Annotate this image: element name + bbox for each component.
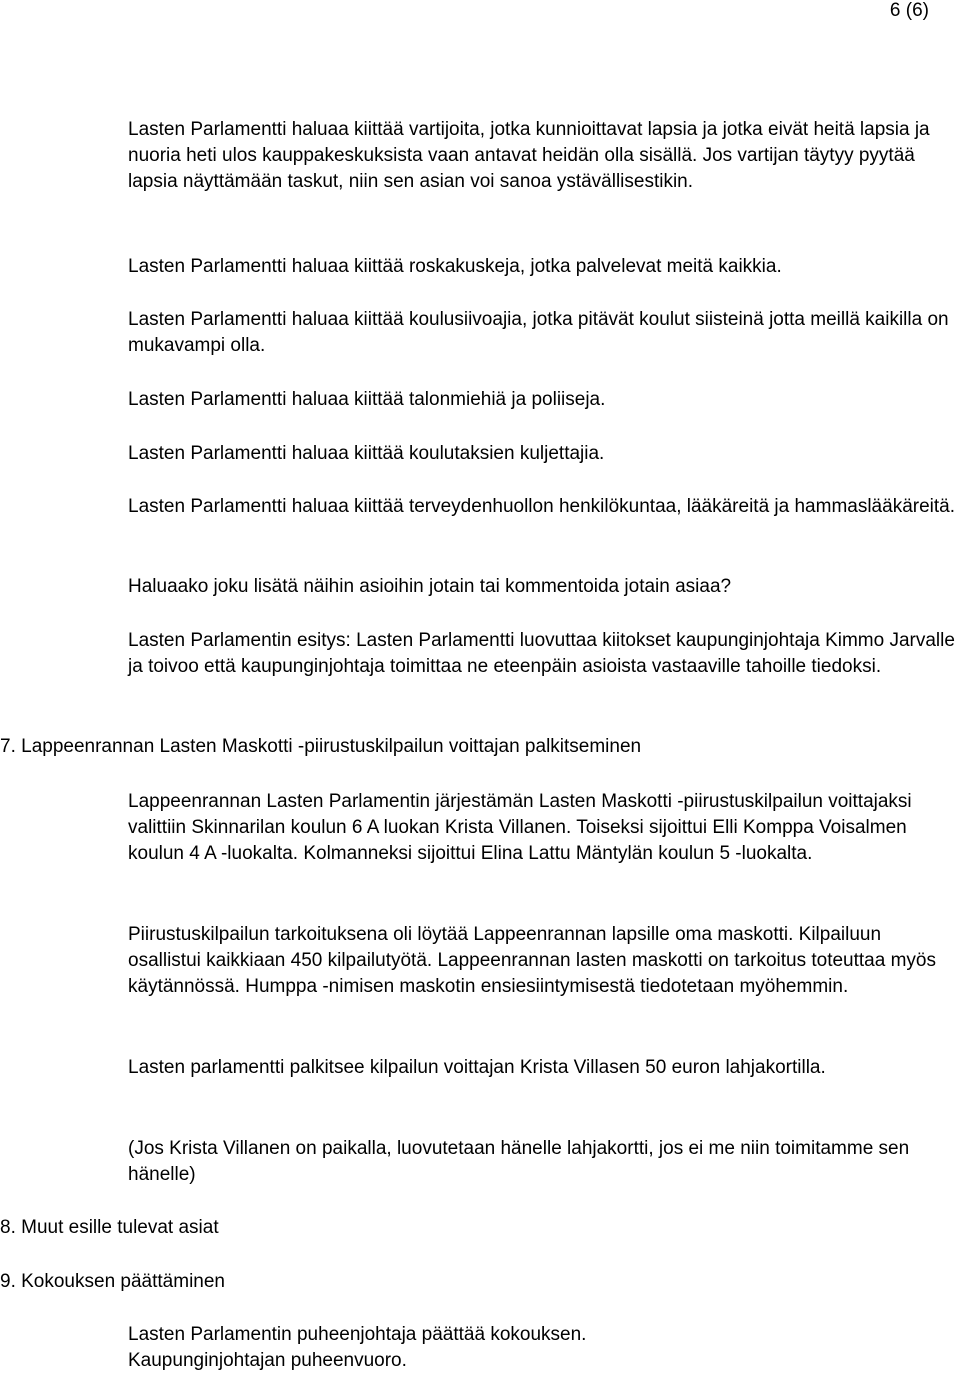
- paragraph-thanks-janitors-police: Lasten Parlamentti haluaa kiittää talonmiehiä ja poliiseja.: [128, 389, 606, 410]
- paragraph-thanks-healthcare: Lasten Parlamentti haluaa kiittää terveydenhuollon henkilökuntaa, lääkäreitä ja hammaslääkäreitä.: [128, 496, 956, 517]
- paragraph-proposal: Lasten Parlamentin esitys: Lasten Parlamentti luovuttaa kiitokset kaupunginjohtaja Kimmo Jarvalle ja toivoo että kaupunginjohtaja toimittaa ne eteenpäin asioista vastaaville tahoille tiedoksi.: [128, 630, 955, 677]
- section-7-paragraph-note: (Jos Krista Villanen on paikalla, luovutetaan hänelle lahjakortti, jos ei me niin toimitamme sen hänelle): [128, 1138, 910, 1185]
- paragraph-question: Haluaako joku lisätä näihin asioihin jotain tai kommentoida jotain asiaa?: [128, 576, 732, 597]
- page-number: 6 (6): [889, 0, 929, 21]
- section-9-line-speech: Kaupunginjohtajan puheenvuoro.: [128, 1350, 407, 1371]
- paragraph-thanks-garbage-drivers: Lasten Parlamentti haluaa kiittää roskakuskeja, jotka palvelevat meitä kaikkia.: [128, 256, 782, 277]
- section-7-paragraph-prize: Lasten parlamentti palkitsee kilpailun voittajan Krista Villasen 50 euron lahjakortilla.: [128, 1057, 826, 1078]
- section-7-paragraph-winners: Lappeenrannan Lasten Parlamentin järjestämän Lasten Maskotti -piirustuskilpailun voittajaksi valittiin Skinnarilan koulun 6 A luokan Krista Villanen. Toiseksi sijoittui Elli Komppa Voisalmen koulun 4 A -luokalta. Kolmanneksi sijoittui Elina Lattu Mäntylän koulun 5 -luokalta.: [128, 791, 912, 864]
- section-9-heading: 9. Kokouksen päättäminen: [0, 1271, 225, 1292]
- paragraph-thanks-school-cleaners: Lasten Parlamentti haluaa kiittää koulusiivoajia, jotka pitävät koulut siisteinä jotta meillä kaikilla on mukavampi olla.: [128, 309, 949, 356]
- section-7-heading: 7. Lappeenrannan Lasten Maskotti -piirustuskilpailun voittajan palkitseminen: [0, 736, 642, 757]
- paragraph-thanks-guards: Lasten Parlamentti haluaa kiittää vartijoita, jotka kunnioittavat lapsia ja jotka eivät heitä lapsia ja nuoria heti ulos kauppakeskuksista vaan antavat heidän olla sisällä. Jos vartijan täytyy pyytää lapsia näyttämään taskut, niin sen asian voi sanoa ystävällisestikin.: [128, 119, 930, 192]
- paragraph-thanks-taxi-drivers: Lasten Parlamentti haluaa kiittää koulutaksien kuljettajia.: [128, 443, 605, 464]
- section-9-line-closing: Lasten Parlamentin puheenjohtaja päättää kokouksen.: [128, 1324, 587, 1345]
- section-7-paragraph-purpose: Piirustuskilpailun tarkoituksena oli löytää Lappeenrannan lapsille oma maskotti. Kilpailuun osallistui kaikkiaan 450 kilpailutyötä. Lappeenrannan lasten maskotti on tarkoitus toteuttaa myös käytännössä. Humppa -nimisen maskotin ensiesiintymisestä tiedotetaan myöhemmin.: [128, 924, 936, 997]
- section-8-heading: 8. Muut esille tulevat asiat: [0, 1217, 219, 1238]
